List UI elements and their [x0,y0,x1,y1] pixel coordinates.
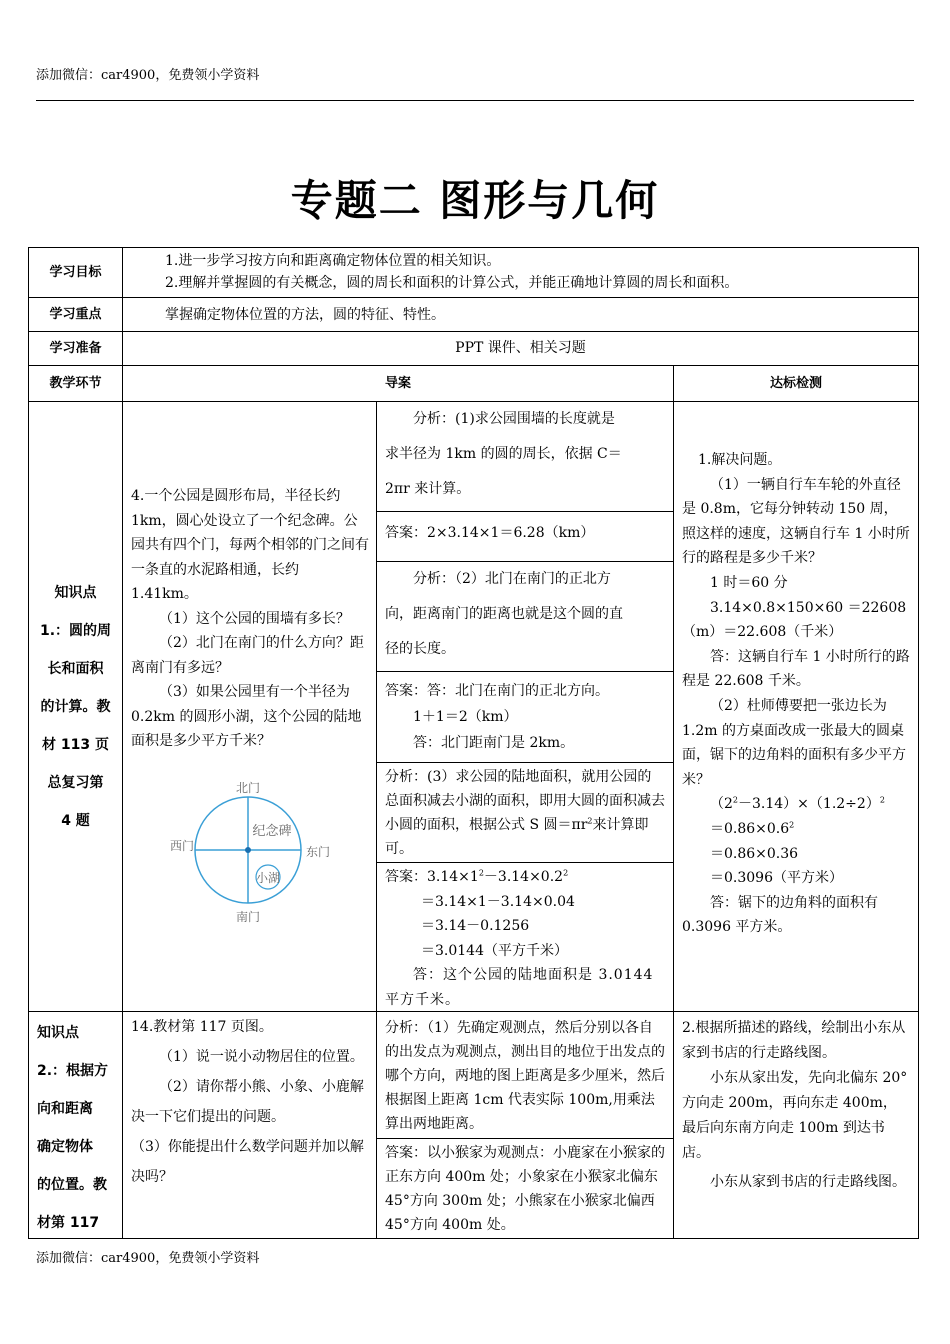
center-dot [245,847,251,853]
answer-3-line: ＝3.14×1－3.14×0.04 [421,893,575,910]
superscript: 2 [789,820,795,830]
answer-3-line: 答：这个公园的陆地面积是 3.0144 平方千米。 [385,967,654,1008]
kp2-line: 的位置。教 [37,1177,107,1193]
goal-line-1: 1.进一步学习按方向和距离确定物体位置的相关知识。 [165,253,501,269]
knowledge-point-2 [28,1011,123,1239]
check-1-calc: （2 [710,796,733,813]
superscript: 2 [563,868,569,878]
check-1-q1: （1）一辆自行车车轮的外直径是 0.8m，它每分钟转动 150 周，照这样的速度，这辆自行车 1 小时所行的路程是多少千米？ [682,476,910,567]
analysis-2 [376,561,674,672]
kp2-line: 确定物体 [37,1139,93,1155]
header-teaching-step: 教学环节 [28,365,123,402]
kp1-line: 材 113 页 [42,736,109,753]
goals-label: 学习目标 [28,247,123,298]
check-2-line: 2.根据所描述的路线，绘制出小东从家到书店的行走路线图。 [682,1020,906,1061]
answer-2-line: 答案：答：北门在南门的正北方向。 [385,683,609,699]
problem-2 [122,1011,377,1239]
check-2-line: 小东从家出发，先向北偏东 20°方向走 200m，再向东走 400m，最后向东南方向走 100m 到达书店。 [682,1070,908,1161]
kp2-line: 材第 117 [37,1215,100,1231]
analysis-1-line: 分析：(1)求公园围墙的长度就是 [413,411,615,427]
monument-label: 纪念碑 [252,824,292,839]
kp2-line: 知识点 [37,1025,79,1041]
check-1 [673,401,919,1012]
header-check: 达标检测 [673,365,919,402]
answer-4: 答案：以小猴家为观测点：小鹿家在小猴家的正东方向 400m 处；小象家在小猴家北偏东 45°方向 300m 处；小熊家在小猴家北偏西 45°方向 400m 处。 [376,1138,674,1239]
check-1-step: 3.14×0.8×150×60 ＝22608（m）＝22.608（千米） [682,599,907,641]
check-2 [673,1011,919,1239]
kp1-line: 4 题 [61,812,90,829]
analysis-4: 分析：（1）先确定观测点，然后分别以各自的出发点为观测点，测出目的地位于出发点的哪个方向，两地的图上距离是多少厘米，然后根据图上距离 1cm 代表实际 100m,用乘法算出两地距离。 [376,1011,674,1139]
goals-content [122,247,919,298]
focus-label: 学习重点 [28,297,123,332]
analysis-2-line: 向，距离南门的距离也就是这个圆的直 [385,606,623,622]
answer-2 [376,671,674,763]
west-gate-label: 西门 [169,839,195,853]
kp1-line: 的计算。教 [40,698,111,715]
problem-1-q1: （1）这个公园的围墙有多长？ [159,610,350,627]
problem-2-line: （2）请你帮小熊、小象、小鹿解决一下它们提出的问题。 [131,1079,364,1125]
prep-label: 学习准备 [28,331,123,366]
header-guide: 导案 [122,365,674,402]
kp2-line: 2.：根据方 [37,1063,109,1079]
check-1-q2: （2）杜师傅要把一张边长为 1.2m 的方桌面改成一张最大的圆桌面，锯下的边角料的面积有多少平方米？ [682,697,906,788]
analysis-2-line: 分析：（2）北门在南门的正北方 [413,571,611,587]
goal-line-2: 2.理解并掌握圆的有关概念，圆的周长和面积的计算公式，并能正确地计算圆的周长和面积。 [165,275,739,291]
kp1-line: 1.：圆的周 [39,622,112,639]
analysis-3-text: 分析：(3）求公园的陆地面积，就用公园的总面积减去小湖的面积，即用大圆的面积减去小圆的面积，根据公式 S 圆＝πr [385,769,665,833]
problem-2-line: （1）说一说小动物居住的位置。 [159,1049,364,1065]
answer-3-text: 答案：3.14×1 [385,869,479,885]
north-gate-label: 北门 [235,781,261,795]
analysis-2-line: 径的长度。 [385,641,455,657]
answer-3 [376,862,674,1012]
east-gate-label: 东门 [305,845,331,859]
focus-content: 掌握确定物体位置的方法，圆的特征、特性。 [122,297,919,332]
check-2-line: 小东从家到书店的行走路线图。 [710,1174,906,1190]
check-1-final-answer: 答：锯下的边角料的面积有 0.3096 平方米。 [682,894,878,936]
south-gate-label: 南门 [235,910,261,924]
answer-3-text: －3.14×0.2 [483,869,564,885]
analysis-1-line: 求半径为 1km 的圆的周长，依据 C＝ [385,446,622,462]
answer-1: 答案：2×3.14×1＝6.28（km） [376,511,674,562]
knowledge-point-1 [28,401,123,1012]
check-1-answer: 答：这辆自行车 1 小时所行的路程是 22.608 千米。 [682,648,910,690]
analysis-1-line: 2πr 来计算。 [385,481,471,497]
page-title: 专题二 图形与几何 [290,176,660,225]
page-header: 添加微信：car4900，免费领小学资料 [36,68,260,83]
superscript: 2 [879,795,885,805]
kp1-line: 总复习第 [47,774,104,791]
check-1-step: 1 时＝60 分 [710,574,788,591]
check-1-calc: ＝0.86×0.6 [710,820,790,837]
kp1-line: 知识点 [54,584,97,601]
check-1-title: 1.解决问题。 [698,452,782,468]
analysis-3 [376,762,674,863]
problem-1-q3: （3）如果公园里有一个半径为 0.2km 的圆形小湖，这个公园的陆地面积是多少平方千米？ [131,684,362,749]
check-1-calc: ＝0.3096（平方米） [710,870,843,887]
check-1-calc: －3.14）×（1.2÷2） [738,796,880,813]
answer-3-line: ＝3.0144（平方千米） [421,942,568,959]
answer-2-line: 答：北门距南门是 2km。 [413,735,575,751]
kp1-line: 长和面积 [47,660,104,677]
prep-content: PPT 课件、相关习题 [122,331,919,366]
problem-1-stem: 4.一个公园是圆形布局，半径长约 1km，圆心处设立了一个纪念碑。公园共有四个门，每两个相邻的门之间有一条直的水泥路相通，长约 1.41km。 [131,488,369,602]
analysis-1 [376,401,674,512]
problem-2-line: 14.教材第 117 页图。 [131,1019,273,1035]
analysis-3-text: 来计算即可。 [385,817,649,857]
superscript: 2 [732,795,739,805]
page-footer: 添加微信：car4900，免费领小学资料 [36,1251,260,1266]
answer-2-line: 1＋1＝2（km） [413,709,518,725]
park-figure [150,775,350,935]
kp2-line: 向和距离 [37,1101,93,1117]
check-1-calc: ＝0.86×0.36 [710,845,799,862]
problem-2-line: （3）你能提出什么数学问题并加以解决吗？ [131,1139,364,1185]
header-divider [36,100,914,101]
problem-1-q2: （2）北门在南门的什么方向？距离南门有多远？ [131,635,364,676]
superscript: 2 [587,816,593,826]
answer-3-line: ＝3.14－0.1256 [421,918,530,934]
lake-label: 小湖 [255,871,281,885]
superscript: 2 [478,868,484,878]
